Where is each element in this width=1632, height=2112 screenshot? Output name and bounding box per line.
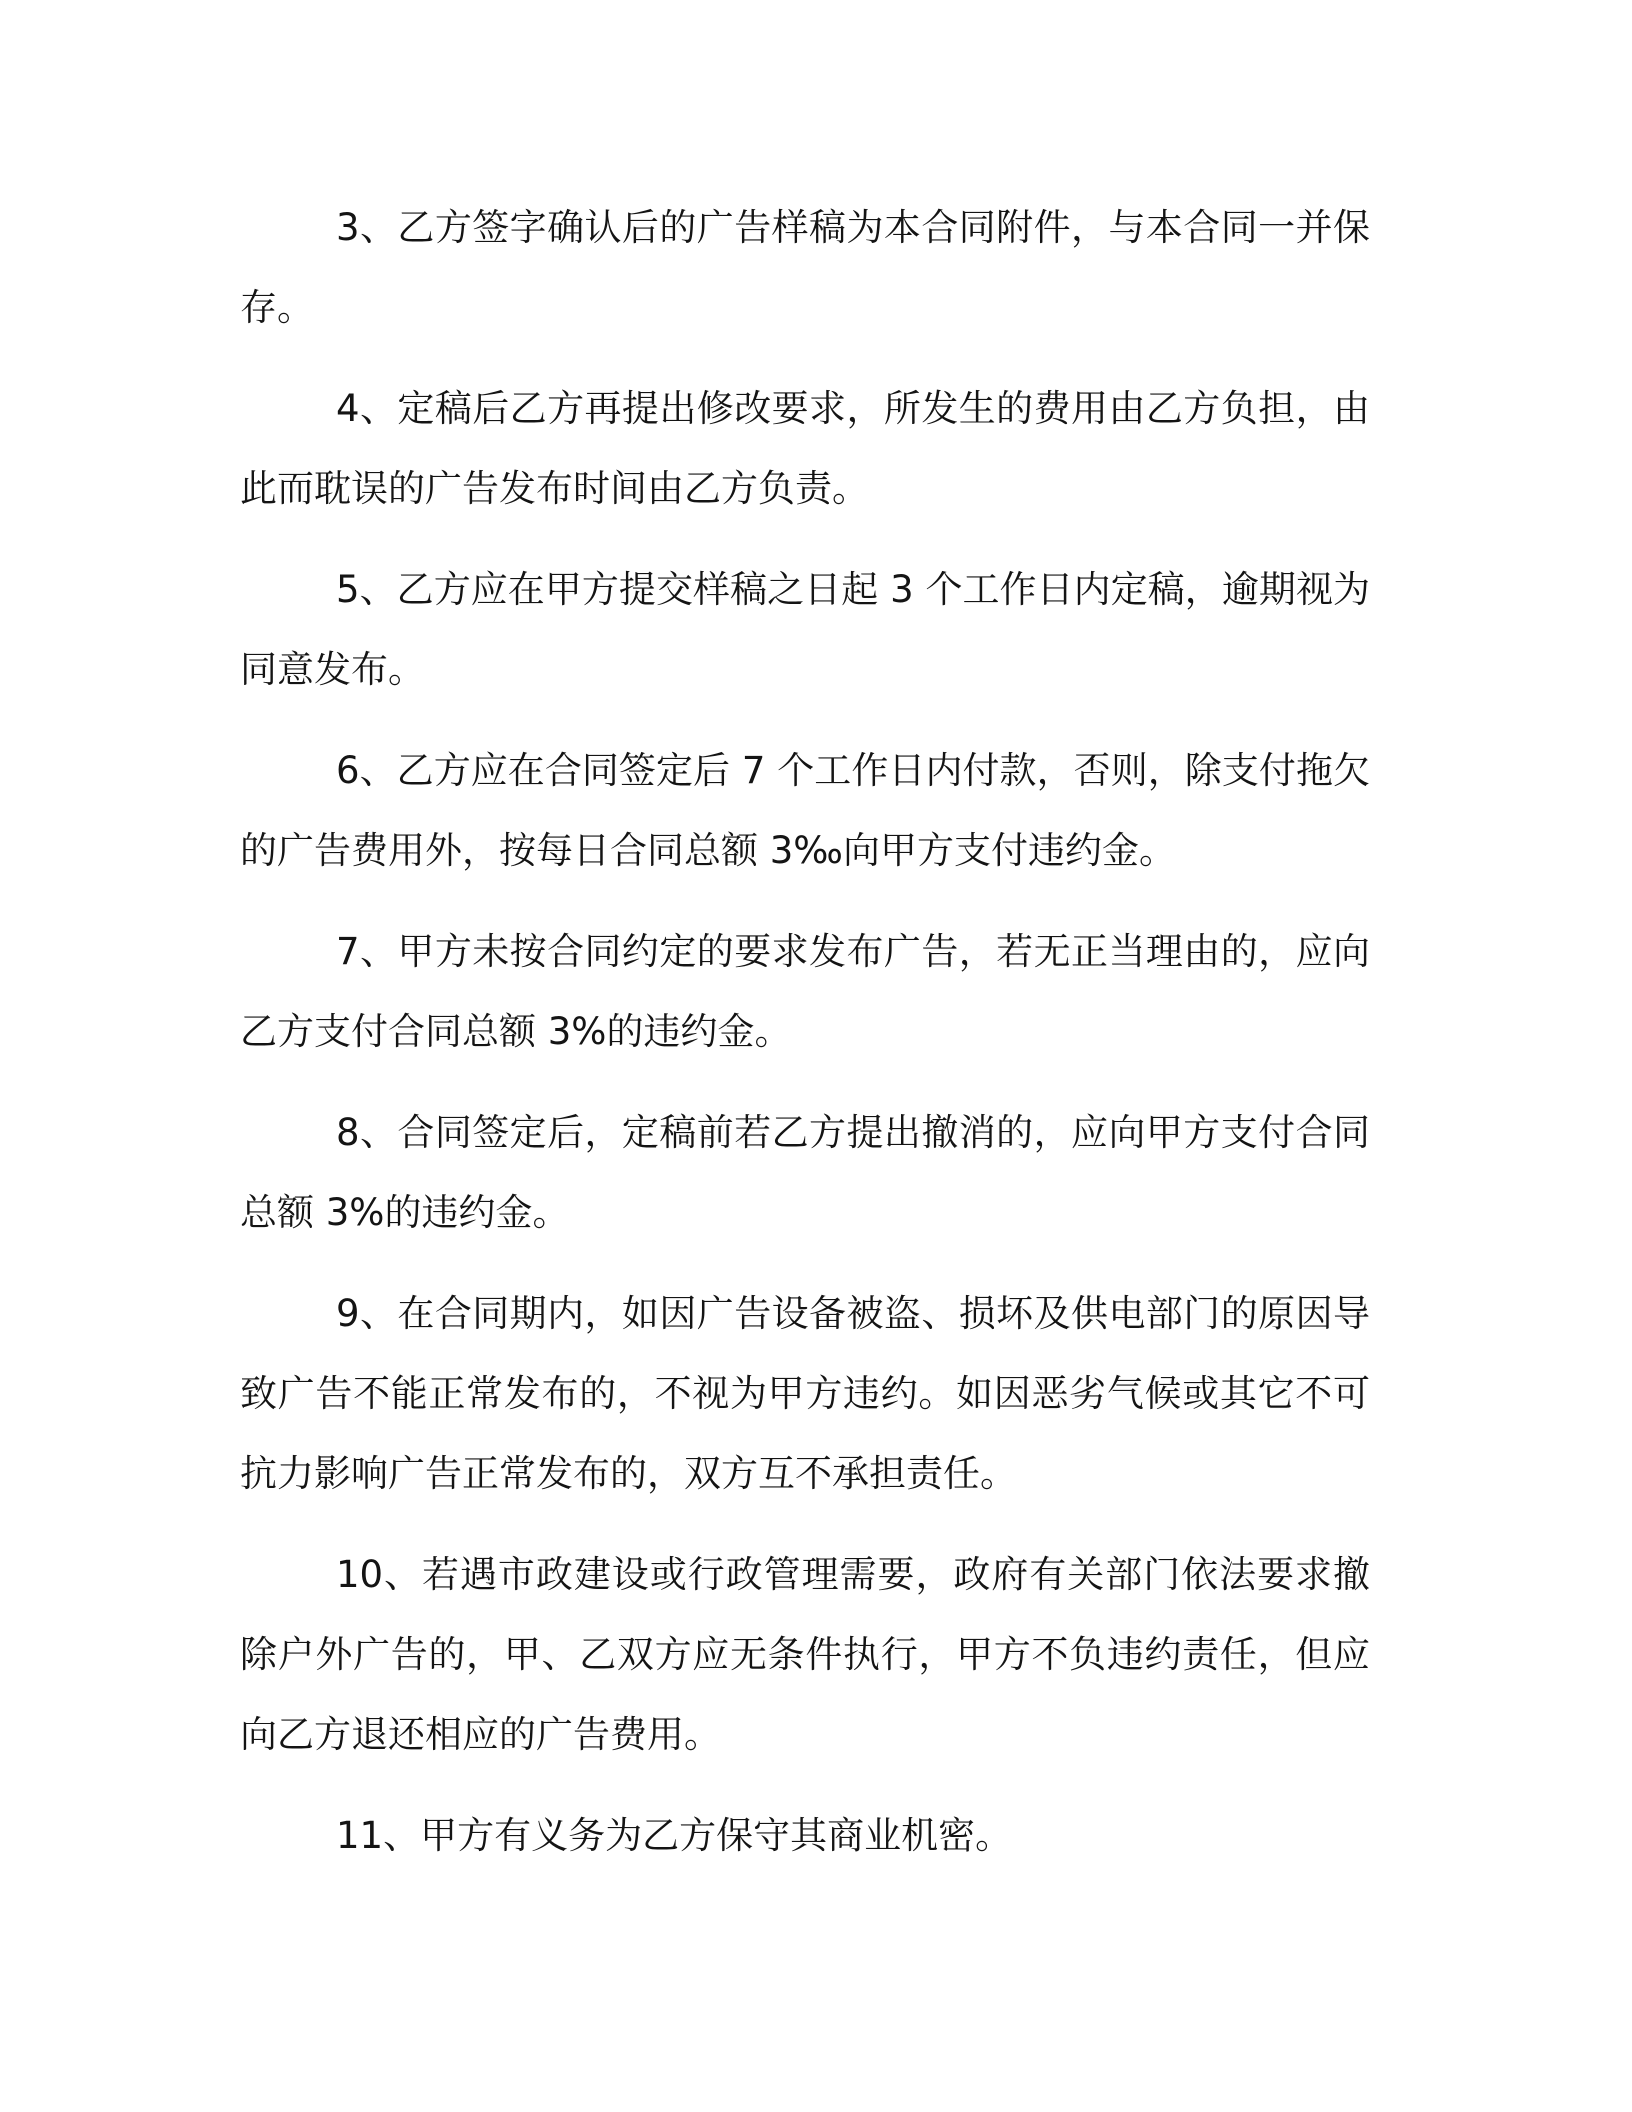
clause-11: 11、甲方有义务为乙方保守其商业机密。 xyxy=(336,1814,1013,1857)
clause-8: 8、合同签定后，定稿前若乙方提出撤消的，应向甲方支付合同总额 3%的违约金。 xyxy=(240,1111,1370,1234)
clause-4: 4、定稿后乙方再提出修改要求，所发生的费用由乙方负担，由此而耽误的广告发布时间由乙方负责。 xyxy=(240,387,1370,510)
clause-7: 7、甲方未按合同约定的要求发布广告，若无正当理由的，应向乙方支付合同总额 3%的违约金。 xyxy=(240,930,1370,1053)
clause-3: 3、乙方签字确认后的广告样稿为本合同附件，与本合同一并保存。 xyxy=(240,206,1370,329)
clause-6: 6、乙方应在合同签定后 7 个工作日内付款，否则，除支付拖欠的广告费用外，按每日合同总额 3‰向甲方支付违约金。 xyxy=(240,749,1370,872)
clause-9: 9、在合同期内，如因广告设备被盗、损坏及供电部门的原因导致广告不能正常发布的，不视为甲方违约。如因恶劣气候或其它不可抗力影响广告正常发布的，双方互不承担责任。 xyxy=(240,1292,1370,1495)
clause-10: 10、若遇市政建设或行政管理需要，政府有关部门依法要求撤除户外广告的，甲、乙双方应无条件执行，甲方不负违约责任，但应向乙方退还相应的广告费用。 xyxy=(240,1553,1370,1756)
contract-clauses xyxy=(240,188,1370,1897)
clause-5: 5、乙方应在甲方提交样稿之日起 3 个工作日内定稿，逾期视为同意发布。 xyxy=(240,568,1370,691)
